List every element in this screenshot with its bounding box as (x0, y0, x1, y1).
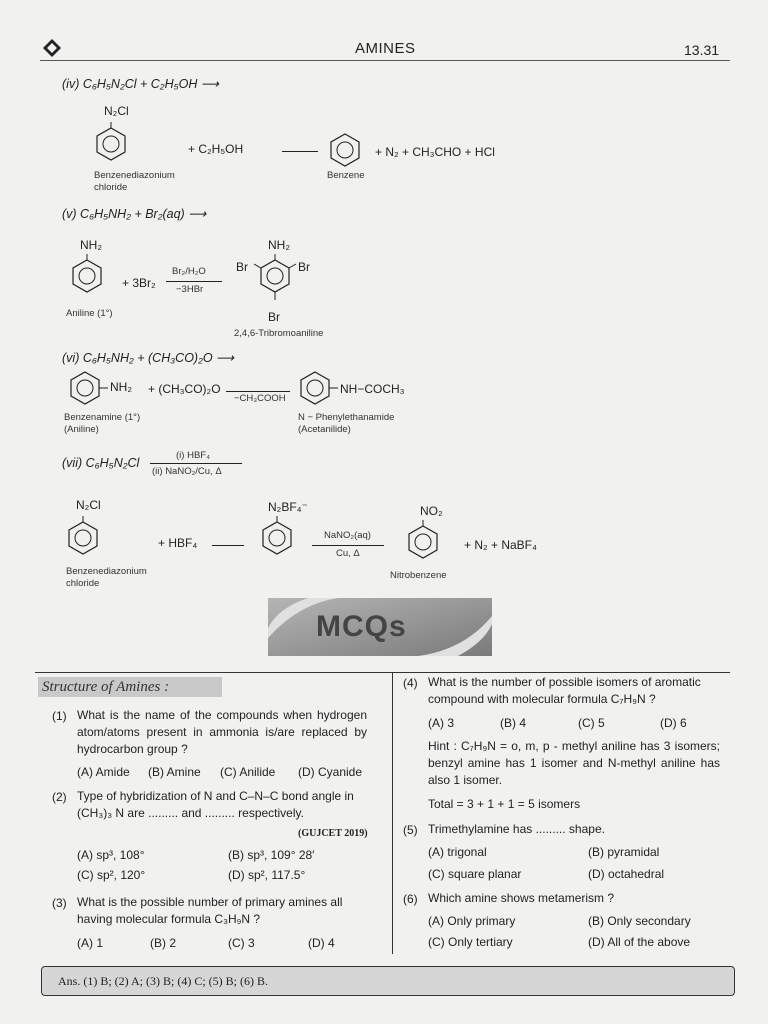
option-d: (D) sp², 117.5° (228, 868, 306, 882)
amino-group: NH₂ (268, 238, 290, 252)
option-a: (A) trigonal (428, 845, 487, 859)
chapter-title: AMINES (355, 40, 416, 57)
diazonium-tetrafluoroborate: N₂BF₄⁻ (268, 500, 308, 514)
amino-group: NH₂ (80, 238, 102, 252)
mcq-banner-title: MCQs (316, 610, 407, 643)
option-d: (D) Cyanide (298, 765, 363, 779)
option-d: (D) 4 (308, 936, 335, 950)
amino-group: NH₂ (110, 380, 132, 394)
acetamido-group: NH−COCH₃ (340, 382, 405, 396)
diazo-group: N₂Cl (76, 498, 101, 512)
reagent-hbf4: + HBF₄ (158, 536, 198, 550)
label-aniline: Aniline (1°) (66, 308, 113, 319)
option-a: (A) 3 (428, 716, 455, 730)
reaction-arrow (312, 545, 384, 546)
question-text: Which amine shows metamerism ? (428, 891, 615, 905)
tribromo-ring-icon (248, 254, 302, 306)
label-benzenediazonium: Benzenediazonium chloride (94, 170, 175, 193)
condition-bottom: (ii) NaNO₂/Cu, Δ (152, 466, 222, 477)
reaction-iv-equation: (iv) C₆H₅N₂Cl + C₂H₅OH ⟶ (62, 77, 219, 91)
condition-bottom: Cu, Δ (336, 548, 360, 559)
condition-top: NaNO₂(aq) (324, 530, 371, 541)
benzene-ring-icon (328, 132, 362, 168)
nitro-group: NO₂ (420, 504, 443, 518)
question-text: Type of hybridization of N and C–N–C bond angle in (CH₃)₃ N are ......... and ......... respectively. (77, 789, 354, 820)
question-number: (6) (403, 892, 418, 906)
option-b: (B) Amine (148, 765, 201, 779)
label-benzene: Benzene (327, 170, 365, 181)
option-b: (B) 2 (150, 936, 177, 950)
bromo-substituent: Br (268, 310, 280, 324)
benzene-ring-icon (260, 516, 294, 558)
option-c: (C) Anilide (220, 765, 276, 779)
hint-text: Hint : C₇H₉N = o, m, p - methyl aniline has 3 isomers; benzyl amine has 1 isomer and N-methyl aniline has also 1 isomer. (428, 739, 720, 787)
label-acetanilide: N − Phenylethanamide (Acetanilide) (298, 412, 395, 435)
label-tribromoaniline: 2,4,6-Tribromoaniline (234, 328, 324, 339)
reaction-vii-equation: (vii) C₆H₅N₂Cl (62, 456, 140, 470)
hint-total: Total = 3 + 1 + 1 = 5 isomers (428, 797, 581, 811)
benzene-ring-icon (406, 520, 440, 562)
label-benzenamine: Benzenamine (1°) (Aniline) (64, 412, 141, 435)
answer-key: Ans. (1) B; (2) A; (3) B; (4) C; (5) B; (6) B. (41, 966, 735, 996)
question-text: What is the name of the compounds when hydrogen atom/atoms present in ammonia is/are replaced by hydrocarbon group ? (77, 708, 367, 756)
option-c: (C) 5 (578, 716, 605, 730)
benzene-ring-icon (298, 370, 338, 406)
option-d: (D) 6 (660, 716, 687, 730)
option-b: (B) pyramidal (588, 845, 660, 859)
reaction-arrow (282, 151, 318, 152)
benzene-ring-icon (68, 370, 108, 406)
option-c: (C) sp², 120° (77, 868, 146, 882)
question-text: What is the possible number of primary amines all having molecular formula C₃H₉N ? (77, 895, 343, 926)
benzene-ring-icon (70, 254, 104, 296)
bromo-substituent: Br (298, 260, 310, 274)
option-a: (A) Amide (77, 765, 130, 779)
products-vii: + N₂ + NaBF₄ (464, 538, 537, 552)
exam-tag: (GUJCET 2019) (298, 828, 368, 839)
question-number: (5) (403, 823, 418, 837)
option-b: (B) Only secondary (588, 914, 691, 928)
question-number: (2) (52, 790, 67, 804)
reaction-arrow (166, 281, 222, 282)
column-divider (392, 672, 393, 954)
question-number: (3) (52, 896, 67, 910)
publisher-logo (42, 38, 62, 58)
benzene-ring-icon (94, 122, 128, 162)
diazo-group: N₂Cl (104, 104, 129, 118)
option-a: (A) 1 (77, 936, 104, 950)
option-a: (A) Only primary (428, 914, 516, 928)
option-c: (C) Only tertiary (428, 935, 513, 949)
reaction-arrow (212, 545, 244, 546)
label-nitrobenzene: Nitrobenzene (390, 570, 447, 581)
header-divider (40, 60, 730, 61)
option-a: (A) sp³, 108° (77, 848, 145, 862)
condition-bottom: −CH₃COOH (234, 393, 286, 404)
question-number: (1) (52, 709, 67, 723)
condition-bottom: −3HBr (176, 284, 204, 295)
condition-top: Br₂/H₂O (172, 266, 206, 277)
condition-top: (i) HBF₄ (176, 450, 210, 461)
benzene-ring-icon (66, 516, 100, 558)
option-d: (D) octahedral (588, 867, 665, 881)
reaction-arrow (150, 463, 242, 464)
reagent-anhydride: + (CH₃CO)₂O (148, 382, 221, 396)
option-c: (C) 3 (228, 936, 255, 950)
products-iv: + N₂ + CH₃CHO + HCl (375, 145, 495, 159)
option-b: (B) 4 (500, 716, 527, 730)
question-number: (4) (403, 676, 418, 690)
question-text: What is the number of possible isomers of aromatic compound with molecular formula C₇H₉N ? (428, 675, 701, 706)
section-top-rule (35, 672, 730, 673)
reaction-arrow (226, 391, 290, 392)
section-heading: Structure of Amines : (38, 677, 222, 697)
option-b: (B) sp³, 109° 28′ (228, 848, 315, 862)
option-c: (C) square planar (428, 867, 522, 881)
reaction-vi-equation: (vi) C₆H₅NH₂ + (CH₃CO)₂O ⟶ (62, 351, 234, 365)
bromo-substituent: Br (236, 260, 248, 274)
page-number: 13.31 (684, 42, 720, 58)
reagent-ethanol: + C₂H₅OH (188, 142, 244, 156)
question-text: Trimethylamine has ......... shape. (428, 822, 605, 836)
label-benzenediazonium: Benzenediazonium chloride (66, 566, 147, 589)
reaction-v-equation: (v) C₆H₅NH₂ + Br₂(aq) ⟶ (62, 207, 207, 221)
option-d: (D) All of the above (588, 935, 691, 949)
reagent-bromine: + 3Br₂ (122, 276, 156, 290)
